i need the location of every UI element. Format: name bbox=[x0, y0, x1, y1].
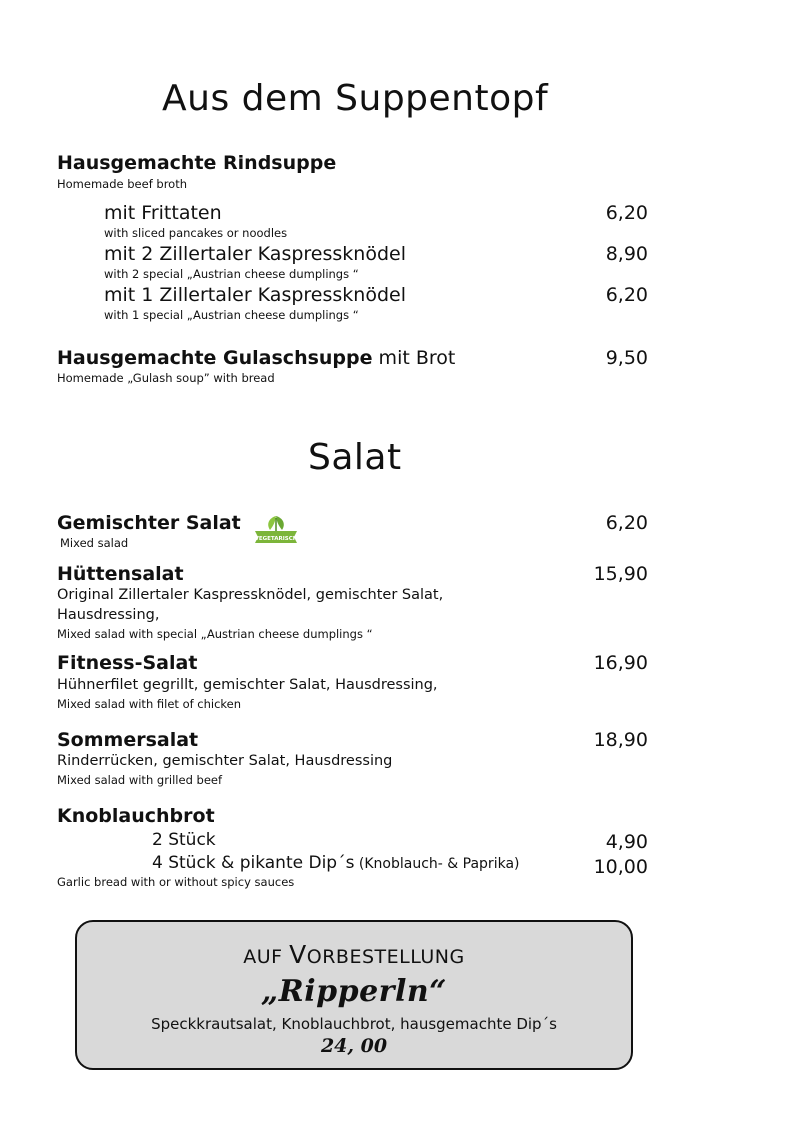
salad-heading: Salat bbox=[308, 437, 402, 478]
rindsuppe-title: Hausgemachte Rindsuppe bbox=[57, 152, 337, 174]
salad-2-line-2: Hausdressing, bbox=[57, 607, 160, 623]
soup-item-3-name: mit 1 Zillertaler Kaspressknödel bbox=[104, 284, 406, 306]
salad-3-english: Mixed salad with filet of chicken bbox=[57, 697, 242, 711]
gulasch-title-tail: mit Brot bbox=[372, 347, 456, 369]
salad-1-english: Mixed salad bbox=[60, 536, 129, 550]
salad-3-line-1: Hühnerfilet gegrillt, gemischter Salat, Hausdressing, bbox=[57, 677, 438, 693]
soup-item-2-price: 8,90 bbox=[605, 243, 648, 265]
vegetarian-badge-text: VEGETARISCH bbox=[254, 536, 298, 542]
preorder-heading-part-2: ORBESTELLUNG bbox=[306, 946, 465, 968]
salad-3-price: 16,90 bbox=[593, 652, 648, 674]
soup-item-2-name: mit 2 Zillertaler Kaspressknödel bbox=[104, 243, 406, 265]
garlic-english: Garlic bread with or without spicy sauces bbox=[57, 875, 295, 889]
soup-item-2-desc: with 2 special „Austrian cheese dumplings “ bbox=[104, 267, 359, 281]
soup-item-1-price: 6,20 bbox=[605, 202, 648, 224]
garlic-option-2-note: (Knoblauch- & Paprika) bbox=[354, 856, 520, 872]
garlic-title: Knoblauchbrot bbox=[57, 805, 215, 827]
salad-2-price: 15,90 bbox=[593, 563, 648, 585]
preorder-heading-initial: V bbox=[289, 940, 307, 969]
salad-4-title: Sommersalat bbox=[57, 729, 199, 751]
gulasch-subtitle: Homemade „Gulash soup” with bread bbox=[57, 371, 275, 385]
gulasch-title bbox=[57, 347, 455, 369]
garlic-option-2-price: 10,00 bbox=[593, 856, 648, 878]
soup-item-3-price: 6,20 bbox=[605, 284, 648, 306]
salad-4-price: 18,90 bbox=[593, 729, 648, 751]
preorder-description: Speckkrautsalat, Knoblauchbrot, hausgemachte Dip´s bbox=[151, 1015, 557, 1033]
salad-3-title: Fitness-Salat bbox=[57, 652, 198, 674]
preorder-heading bbox=[77, 940, 631, 969]
salad-2-line-1: Original Zillertaler Kaspressknödel, gemischter Salat, bbox=[57, 587, 444, 603]
salad-1-title: Gemischter Salat bbox=[57, 512, 241, 534]
soup-heading: Aus dem Suppentopf bbox=[162, 78, 549, 119]
salad-4-line-1: Rinderrücken, gemischter Salat, Hausdressing bbox=[57, 753, 393, 769]
garlic-option-2 bbox=[152, 853, 519, 873]
vegetarian-badge-icon bbox=[253, 512, 299, 546]
soup-item-1-desc: with sliced pancakes or noodles bbox=[104, 226, 288, 240]
preorder-heading-part-1: AUF bbox=[243, 946, 290, 968]
salad-4-english: Mixed salad with grilled beef bbox=[57, 773, 223, 787]
garlic-option-2-label: 4 Stück & pikante Dip´s bbox=[152, 853, 355, 873]
salad-1-price: 6,20 bbox=[605, 512, 648, 534]
rindsuppe-subtitle: Homemade beef broth bbox=[57, 177, 188, 191]
gulasch-title-bold: Hausgemachte Gulaschsuppe bbox=[57, 347, 373, 369]
preorder-dish-name: „Ripperln“ bbox=[261, 974, 447, 1009]
gulasch-price: 9,50 bbox=[605, 347, 648, 369]
garlic-option-1: 2 Stück bbox=[152, 830, 216, 850]
soup-item-3-desc: with 1 special „Austrian cheese dumplings “ bbox=[104, 308, 359, 322]
garlic-option-1-price: 4,90 bbox=[605, 831, 648, 853]
salad-2-english: Mixed salad with special „Austrian cheese dumplings “ bbox=[57, 627, 373, 641]
preorder-box bbox=[75, 920, 633, 1070]
soup-item-1-name: mit Frittaten bbox=[104, 202, 222, 224]
preorder-price: 24, 00 bbox=[320, 1035, 388, 1057]
salad-2-title: Hüttensalat bbox=[57, 563, 184, 585]
